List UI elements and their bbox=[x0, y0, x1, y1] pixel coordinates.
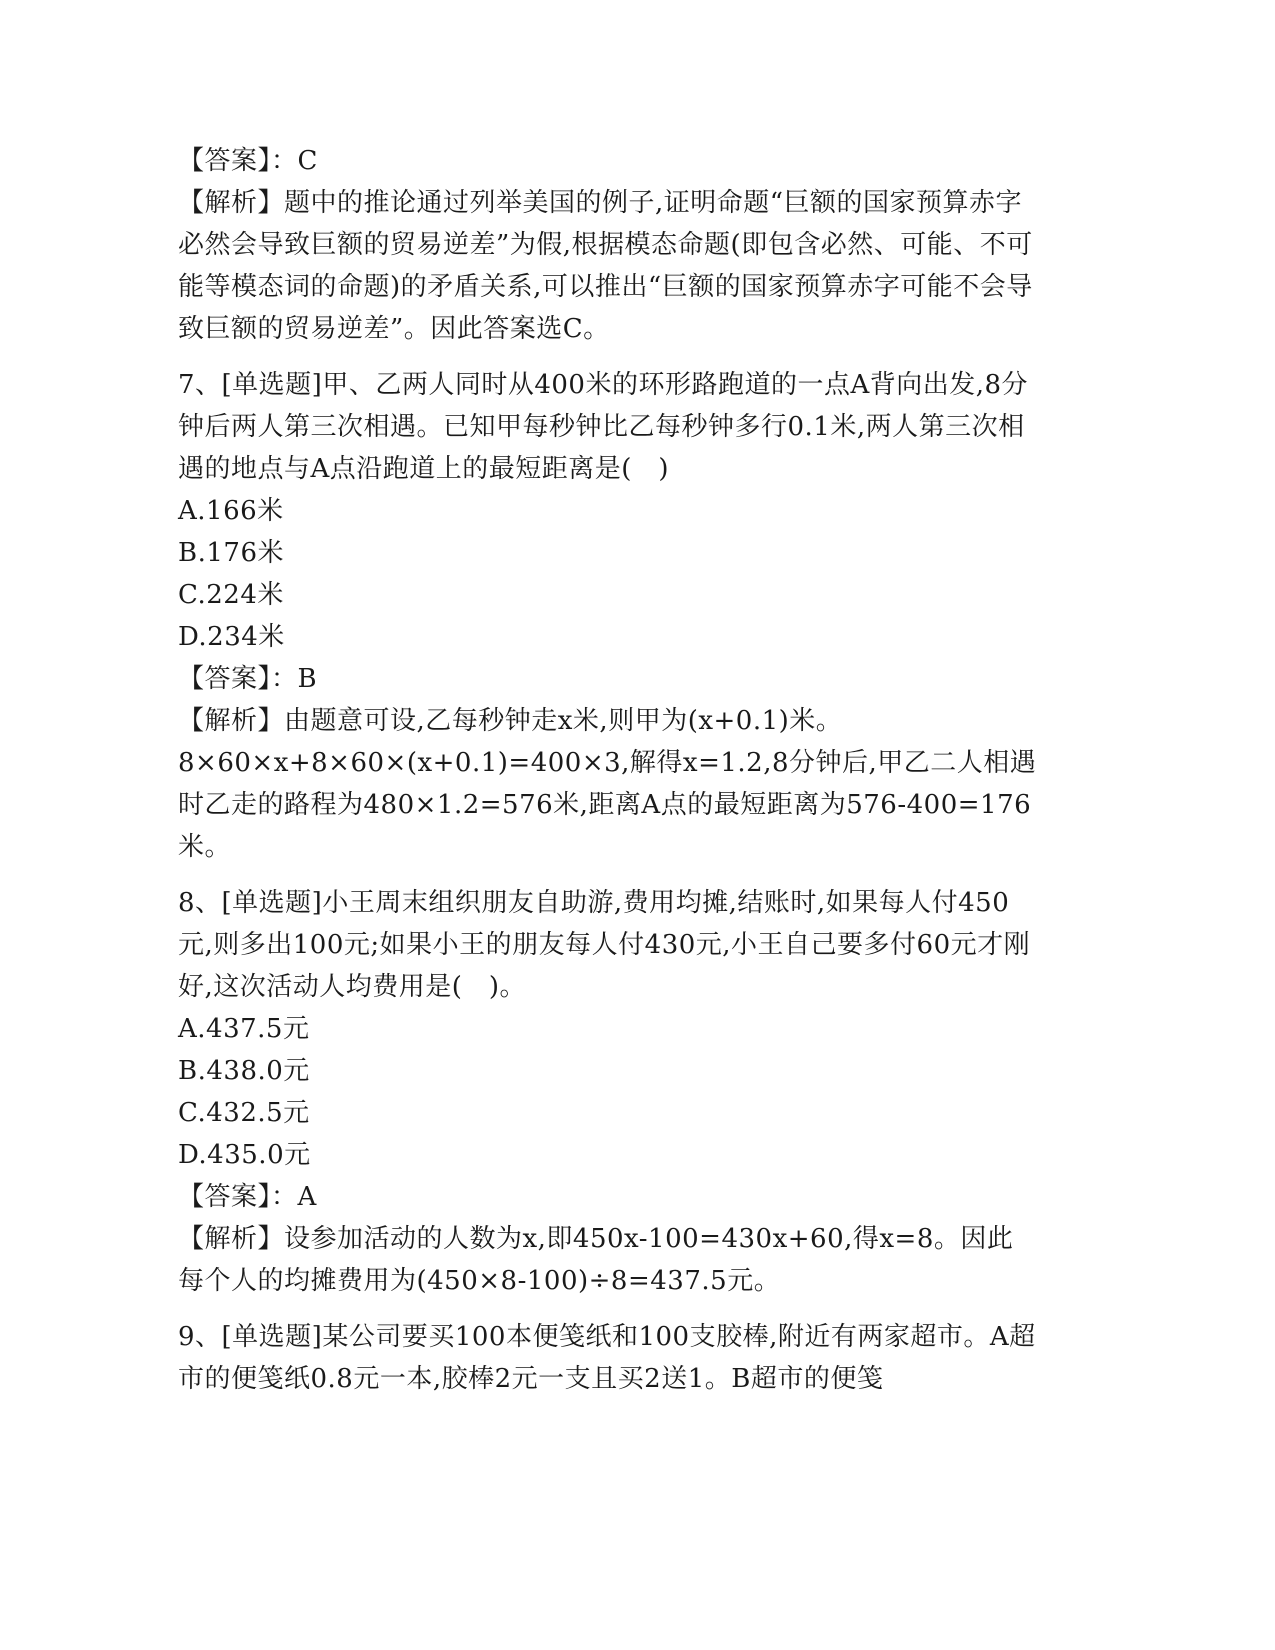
q7-question: 7、[单选题]甲、乙两人同时从400米的环形路跑道的一点A背向出发,8分钟后两人第三次相遇。已知甲每秒钟比乙每秒钟多行0.1米,两人第三次相遇的地点与A点沿跑道上的最短距离是( ) bbox=[178, 370, 1029, 484]
q7-answer: 【答案】：B bbox=[178, 664, 318, 694]
q8-option-c: C.432.5元 bbox=[178, 1098, 310, 1128]
q8-option-a: A.437.5元 bbox=[178, 1014, 310, 1044]
q8-question: 8、[单选题]小王周末组织朋友自助游,费用均摊,结账时,如果每人付450元,则多出100元;如果小王的朋友每人付430元,小王自己要多付60元才刚好,这次活动人均费用是( )。 bbox=[178, 888, 1031, 1002]
q8-analysis: 【解析】设参加活动的人数为x,即450x-100=430x+60,得x=8。因此每个人的均摊费用为(450×8-100)÷8=437.5元。 bbox=[178, 1224, 1014, 1296]
q6-analysis: 【解析】题中的推论通过列举美国的例子,证明命题“巨额的国家预算赤字必然会导致巨额的贸易逆差”为假,根据模态命题(即包含必然、可能、不可能等模态词的命题)的矛盾关系,可以推出“巨额的国家预算赤字可能不会导致巨额的贸易逆差”。因此答案选C。 bbox=[178, 188, 1033, 344]
q7-option-c: C.224米 bbox=[178, 580, 284, 610]
q6-answer: 【答案】：C bbox=[178, 146, 318, 176]
q7-analysis-1: 【解析】由题意可设,乙每秒钟走x米,则甲为(x+0.1)米。 bbox=[178, 706, 843, 736]
q7-analysis-2: 8×60×x+8×60×(x+0.1)=400×3,解得x=1.2,8分钟后,甲乙二人相遇时乙走的路程为480×1.2=576米,距离A点的最短距离为576-400=176米。 bbox=[178, 748, 1037, 862]
q9-question: 9、[单选题]某公司要买100本便笺纸和100支胶棒,附近有两家超市。A超市的便笺纸0.8元一本,胶棒2元一支且买2送1。B超市的便笺 bbox=[178, 1322, 1036, 1394]
q7-option-d: D.234米 bbox=[178, 622, 285, 652]
q7-option-a: A.166米 bbox=[178, 496, 284, 526]
document-page bbox=[178, 140, 1038, 1400]
q8-option-d: D.435.0元 bbox=[178, 1140, 311, 1170]
q7-option-b: B.176米 bbox=[178, 538, 284, 568]
q8-answer: 【答案】：A bbox=[178, 1182, 317, 1212]
q8-option-b: B.438.0元 bbox=[178, 1056, 310, 1086]
